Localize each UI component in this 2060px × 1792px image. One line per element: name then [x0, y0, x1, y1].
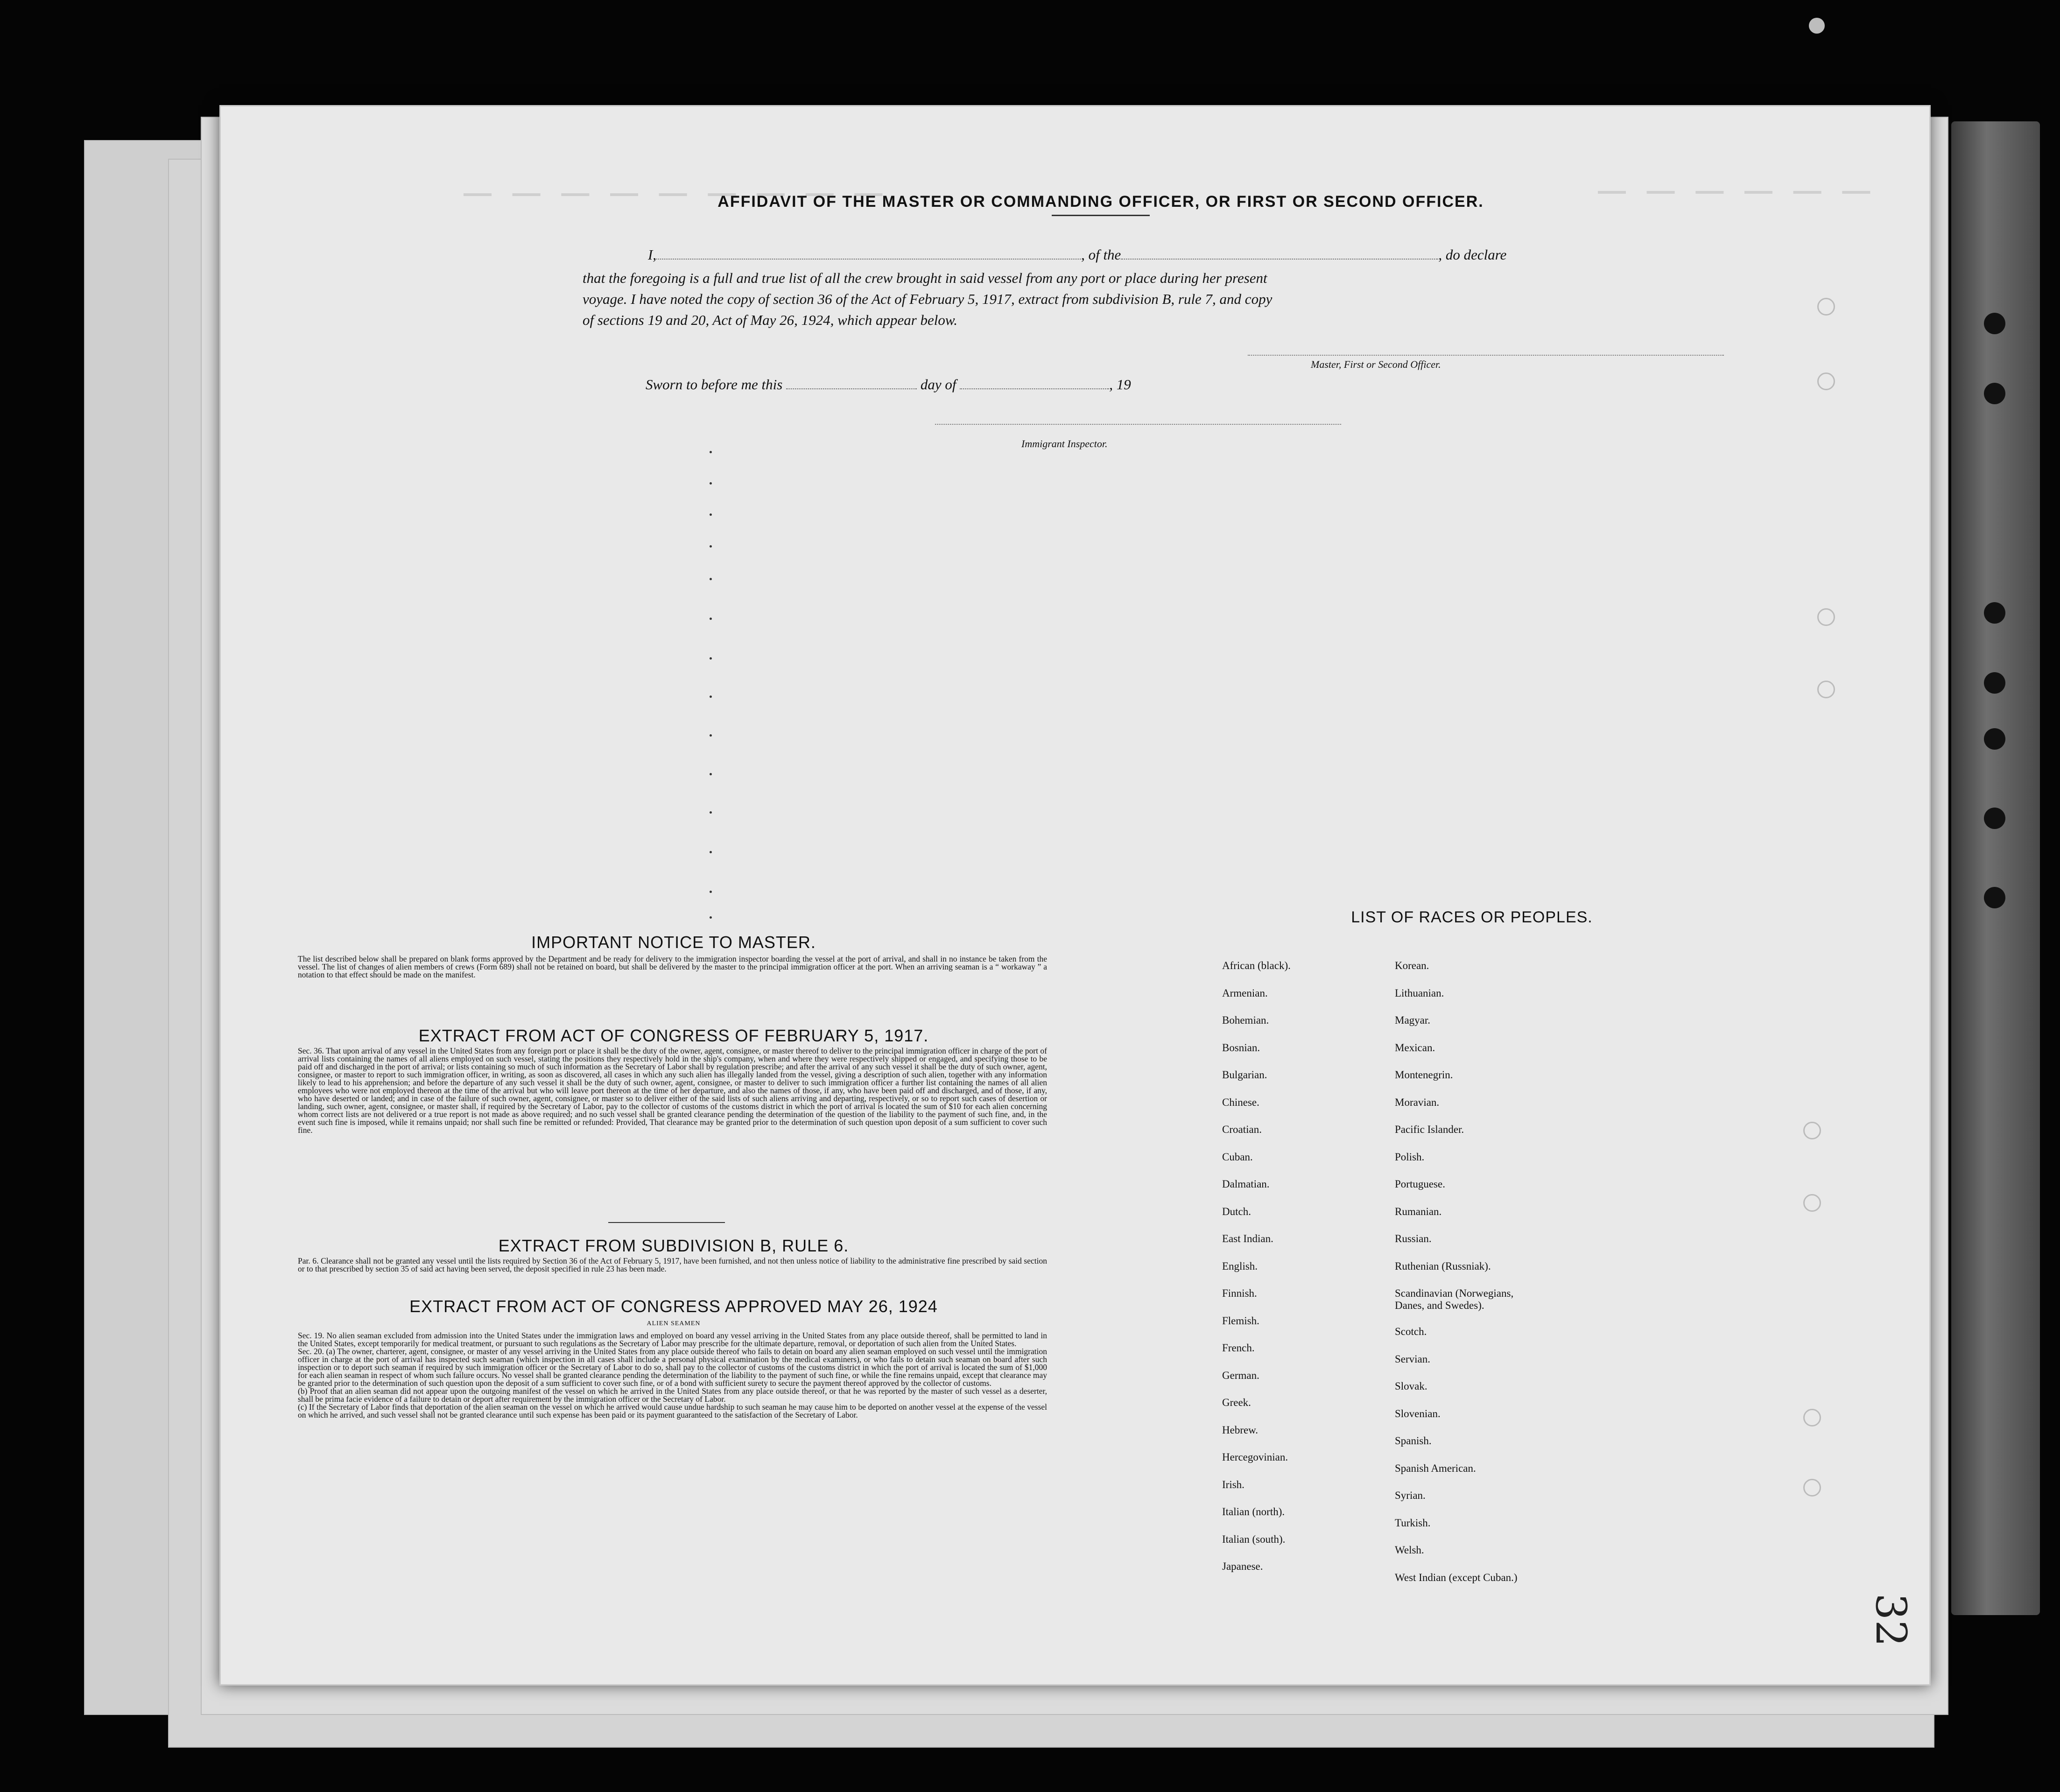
ledger-dot: [710, 916, 712, 919]
race-item: Bohemian.: [1222, 1014, 1269, 1026]
sec-20a-text: Sec. 20. (a) The owner, charterer, agent, consignee, or master of any vessel arriving in the United States from any place outside thereof who fails to detain on board any alien seaman employed on such vessel until the immigration officer in charge at the port of arrival has inspected such seaman (which inspection in all cases shall include a personal physical examination by the medical examiners), or who fails to detain such seaman on board after such inspection or to deport such seaman if required by such immigration officer or the Secretary of Labor to do so, shall pay to the collector of customs of the customs district in which the port of arrival is located the sum of $1,000 for each alien seaman in respect of whom such failure occurs. No vessel shall be granted clearance pending the determination of the liability to the payment of such fine, or while the fine remains unpaid, except that clearance may be granted prior to the determination of such question upon the deposit of a sum sufficient to cover such fine, or of a bond with sufficient surety to secure the payment thereof approved by the collector of customs.: [298, 1347, 1047, 1388]
day-of-text: day of: [920, 376, 956, 393]
race-item: Montenegrin.: [1395, 1069, 1453, 1081]
race-item: Scotch.: [1395, 1326, 1427, 1337]
sworn-line: [646, 376, 1252, 393]
race-item: Polish.: [1395, 1151, 1425, 1163]
bleed-through-header: — — — — — —: [1598, 175, 1877, 206]
race-item: Japanese.: [1222, 1560, 1263, 1572]
name-blank: [656, 247, 1081, 260]
punch-hole: [1817, 298, 1835, 316]
race-item: Turkish.: [1395, 1517, 1431, 1529]
race-item: Slovenian.: [1395, 1407, 1441, 1420]
sec-19-text: Sec. 19. No alien seaman excluded from admission into the United States under the immigration laws and employed on board any vessel arriving in the United States from any place outside thereof, shall be permitted to land in the United States, except temporarily for medical treatment, or pursuant to such regulations as the Secretary of Labor may prescribe for the ultimate departure, removal, or deportation of such alien from the United States.: [298, 1331, 1047, 1348]
race-item: Dutch.: [1222, 1205, 1251, 1217]
ledger-dot: [710, 734, 712, 737]
race-item: East Indian.: [1222, 1233, 1273, 1244]
race-item: French.: [1222, 1342, 1255, 1354]
declare-end: , do declare: [1438, 246, 1507, 263]
handwritten-mark: 32: [1866, 1593, 1915, 1647]
race-item: Rumanian.: [1395, 1205, 1442, 1217]
declare-i: I,: [648, 246, 657, 263]
races-title: LIST OF RACES OR PEOPLES.: [1351, 908, 1593, 926]
notice-text: The list described below shall be prepared on blank forms approved by the Department and be ready for delivery to the immigration inspector boarding the vessel at the port of arrival, and shall in no instance be taken from the vessel. The list of changes of alien members of crews (Form 689) shall not be retained on board, but shall be delivered by the master to the principal immigration officer at the port. When an arriving seaman is a “ workaway ” a notation to that effect should be made on the manifest.: [298, 954, 1047, 979]
binder-spine: [1951, 121, 2040, 1615]
race-item: Welsh.: [1395, 1544, 1424, 1556]
race-item: Pacific Islander.: [1395, 1124, 1464, 1135]
month-blank: [960, 377, 1109, 389]
race-item: Chinese.: [1222, 1096, 1259, 1108]
day-blank: [786, 377, 917, 389]
race-item: Ruthenian (Russniak).: [1395, 1260, 1491, 1272]
race-item: Italian (south).: [1222, 1533, 1286, 1545]
sworn-text: Sworn to before me this: [646, 376, 783, 393]
race-item: Bosnian.: [1222, 1041, 1260, 1054]
section-divider: [608, 1222, 725, 1223]
sec-36-label: Sec. 36.: [298, 1046, 324, 1055]
ledger-dot: [710, 618, 712, 620]
year-text: , 19: [1109, 376, 1131, 393]
race-item: Russian.: [1395, 1233, 1432, 1244]
ledger-dot: [710, 811, 712, 814]
race-item: Finnish.: [1222, 1287, 1257, 1299]
ledger-dot: [710, 482, 712, 485]
race-item: African (black).: [1222, 960, 1291, 971]
punch-hole: [1803, 1194, 1821, 1212]
ledger-dot: [710, 513, 712, 516]
race-item: Scandinavian (Norwegians, Danes, and Swedes).: [1395, 1287, 1514, 1311]
alien-seamen-subtitle: ALIEN SEAMEN: [647, 1320, 701, 1327]
vessel-blank: [1121, 247, 1438, 260]
punch-hole: [1803, 1122, 1821, 1139]
race-item: German.: [1222, 1369, 1259, 1381]
declaration-line-2: that the foregoing is a full and true list of all the crew brought in said vessel from any port or place during her present: [583, 270, 1267, 286]
punch-hole: [1803, 1479, 1821, 1497]
master-caption: Master, First or Second Officer.: [1311, 358, 1441, 370]
declaration-line-3: voyage. I have noted the copy of section 36 of the Act of February 5, 1917, extract from subdivision B, rule 7, and copy: [583, 291, 1273, 307]
rule-6-title: EXTRACT FROM SUBDIVISION B, RULE 6.: [498, 1236, 849, 1255]
ledger-dot: [710, 851, 712, 853]
sec-20b-text: (b) Proof that an alien seaman did not appear upon the outgoing manifest of the vessel on which he arrived in the United States from any place outside thereof, or that he was reported by the master of such vessel as a deserter, shall be prima facie evidence of a failure to detain or deport after requirement by the immigration officer or the Secretary of Labor.: [298, 1386, 1047, 1404]
race-item: Spanish.: [1395, 1435, 1432, 1447]
race-item: Irish.: [1222, 1478, 1244, 1490]
affidavit-title: AFFIDAVIT OF THE MASTER OR COMMANDING OFFICER, OR FIRST OR SECOND OFFICER.: [717, 193, 1484, 211]
race-item: Lithuanian.: [1395, 987, 1444, 999]
extract-1924-text: [298, 1332, 1047, 1419]
race-item: Bulgarian.: [1222, 1069, 1267, 1081]
race-item: Mexican.: [1395, 1041, 1435, 1054]
declaration-line-1: [648, 246, 1740, 263]
race-item: West Indian (except Cuban.): [1395, 1571, 1518, 1583]
race-item: Servian.: [1395, 1353, 1431, 1365]
ledger-dot: [710, 657, 712, 660]
race-item: Cuban.: [1222, 1151, 1253, 1163]
declaration-line-4: of sections 19 and 20, Act of May 26, 1924, which appear below.: [583, 312, 958, 328]
corner-dot: [1809, 18, 1825, 34]
race-item: Spanish American.: [1395, 1462, 1476, 1474]
race-item: English.: [1222, 1260, 1258, 1272]
bleed-through-header: — — — — — — — — —: [464, 177, 889, 208]
race-item: Flemish.: [1222, 1314, 1259, 1327]
race-item: Croatian.: [1222, 1124, 1262, 1135]
inspector-signature-line: [935, 424, 1341, 425]
ledger-dot: [710, 451, 712, 453]
race-item: Korean.: [1395, 960, 1429, 971]
sec-36-text: That upon arrival of any vessel in the United States from any foreign port or place it shall be the duty of the owner, agent, consignee, or master thereof to deliver to the principal immigration officer in charge of the port of arrival lists containing the names of all aliens employed on such vessel, stating the positions they respectively hold in the ship's company, when and where they were respectively shipped or engaged, and specifying those to be paid off and discharged in the port of arrival; or lists containing so much of such information as the Secretary of Labor shall by regulation prescribe; and after the arrival of any such vessel it shall be the duty of such owner, agent, consignee, or master to report to such immigration officer, in writing, as soon as discovered, all cases in which any such alien has illegally landed from the vessel, giving a description of such alien, together with any information likely to lead to his apprehension; and before the departure of any such vessel it shall be the duty of such owner, agent, consignee, or master to deliver to such immigration officer a further list containing the names of all alien employees who were not employed thereon at the time of the arrival but who will leave port thereon at the time of her departure, and also the names of those, if any, who have been paid off and discharged, and of those, if any, who have deserted or landed; and in case of the failure of such owner, agent, consignee, or master so to deliver either of the said lists of such aliens arriving and departing, respectively, or so to report such cases of desertion or landing, such owner, agent, consignee, or master shall, if required by the Secretary of Labor, pay to the collector of customs of the customs district in which the port of arrival is located the sum of $10 for each alien concerning whom correct lists are not delivered or a true report is not made as above required; and no such vessel shall be granted clearance pending the determination of the question of the liability to the payment of such fine, and, in the event such fine is imposed, while it remains unpaid; nor shall such fine be remitted or refunded: Provided, That clearance may be granted prior to the determination of such question upon deposit of a sum sufficient to cover such fine.: [298, 1046, 1047, 1135]
inspector-caption: Immigrant Inspector.: [1021, 438, 1108, 450]
declare-of-the: , of the: [1081, 246, 1121, 263]
race-item: Hebrew.: [1222, 1424, 1258, 1436]
race-item: Dalmatian.: [1222, 1178, 1270, 1190]
punch-hole: [1803, 1409, 1821, 1427]
sec-20c-text: (c) If the Secretary of Labor finds that deportation of the alien seaman on the vessel on which he arrived would cause undue hardship to such seaman he may cause him to be deported on another vessel at the expense of the vessel on which he arrived, and such vessel shall not be granted clearance until such expense has been paid or its payment guaranteed to the satisfaction of the Secretary of Labor.: [298, 1402, 1047, 1420]
extract-1917-title: EXTRACT FROM ACT OF CONGRESS OF FEBRUARY 5, 1917.: [418, 1026, 929, 1045]
race-item: Hercegovinian.: [1222, 1451, 1288, 1463]
manifest-page: [219, 105, 1931, 1686]
rule-6-text: Par. 6. Clearance shall not be granted any vessel until the lists required by Section 36 of the Act of February 5, 1917, have been furnished, and not then unless notice of liability to the administrative fine prescribed by said section or to that prescribed by section 35 of said act having been served, the deposit specified in rule 23 has been made.: [298, 1256, 1047, 1273]
extract-1924-title: EXTRACT FROM ACT OF CONGRESS APPROVED MAY 26, 1924: [409, 1297, 938, 1316]
race-item: Magyar.: [1395, 1014, 1431, 1026]
punch-hole: [1817, 608, 1835, 626]
race-item: Syrian.: [1395, 1490, 1426, 1501]
ledger-dot: [710, 773, 712, 775]
ledger-dot: [710, 696, 712, 698]
ledger-dot: [710, 891, 712, 893]
race-item: Italian (north).: [1222, 1506, 1285, 1518]
notice-title: IMPORTANT NOTICE TO MASTER.: [531, 933, 816, 952]
race-item: Moravian.: [1395, 1096, 1440, 1108]
title-rule: [1052, 215, 1150, 216]
master-signature-line: [1248, 355, 1724, 356]
ledger-dot: [710, 545, 712, 548]
extract-1917-text: [298, 1047, 1047, 1134]
punch-hole: [1817, 681, 1835, 698]
punch-hole: [1817, 372, 1835, 390]
race-item: Portuguese.: [1395, 1178, 1445, 1190]
ledger-dot: [710, 578, 712, 580]
race-item: Greek.: [1222, 1397, 1251, 1408]
race-item: Armenian.: [1222, 987, 1268, 999]
race-item: Slovak.: [1395, 1380, 1427, 1392]
